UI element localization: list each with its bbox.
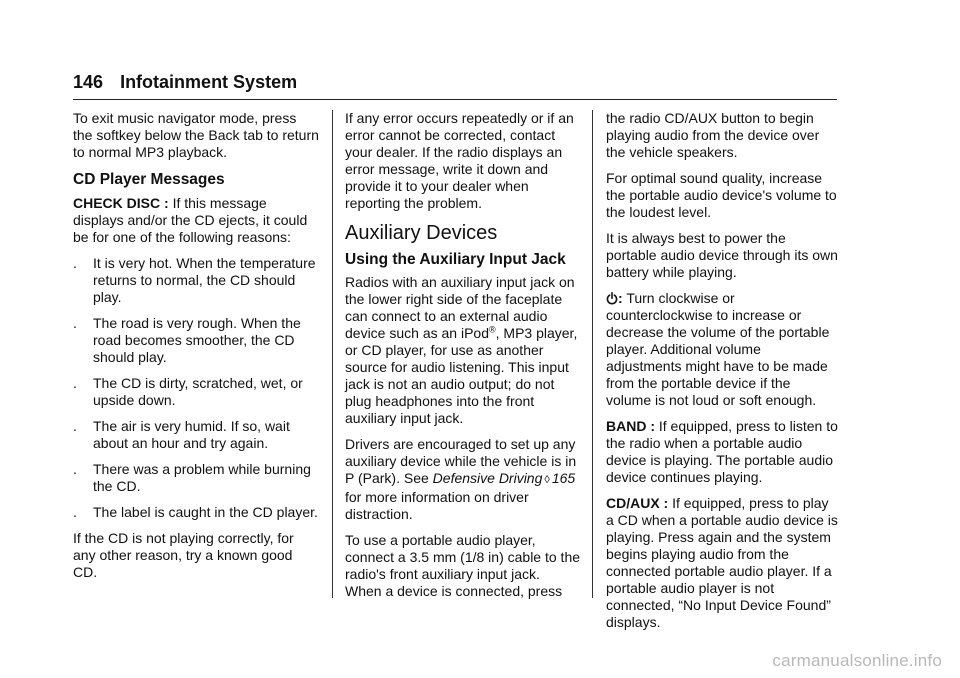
bullet-text: There was a problem while burning the CD. xyxy=(93,461,311,494)
power-knob-paragraph xyxy=(606,290,838,409)
bullet-text: The CD is dirty, scratched, wet, or upside down. xyxy=(93,375,303,408)
list-item xyxy=(73,418,319,452)
bullet-text: The label is caught in the CD player. xyxy=(93,504,318,520)
page-reference-number[interactable]: 165 xyxy=(551,470,576,486)
band-text: If equipped, press to listen to the radio when a portable audio device is playing. The portable audio device continues playing. xyxy=(606,418,838,485)
driver-text-a: Drivers are encouraged to set up any auxiliary device while the vehicle is in P (Park). See xyxy=(345,436,577,486)
bullet-text: It is very hot. When the temperature returns to normal, the CD should play. xyxy=(93,255,316,305)
list-item xyxy=(73,375,319,409)
column-divider xyxy=(592,110,593,598)
check-disc-text: If this message displays and/or the CD ejects, it could be for one of the following reasons: xyxy=(73,195,308,245)
bullet-mark: . xyxy=(73,504,77,520)
list-item xyxy=(73,315,319,366)
power-icon xyxy=(606,292,618,305)
bullet-mark: . xyxy=(73,375,77,391)
check-disc-paragraph xyxy=(73,195,319,246)
battery-paragraph: It is always best to power the portable audio device through its own battery while playing. xyxy=(606,230,838,280)
page-number: 146 xyxy=(73,72,104,92)
column-divider xyxy=(332,110,333,598)
cd-aux-label: CD/AUX : xyxy=(606,495,669,511)
intro-paragraph: To exit music navigator mode, press the softkey below the Back tab to return to normal MP3 playback. xyxy=(73,110,319,160)
list-item xyxy=(73,255,319,306)
header-rule xyxy=(73,99,837,100)
error-paragraph: If any error occurs repeatedly or if an error cannot be corrected, contact your dealer. If the radio displays an error message, write it down and provide it to your dealer when reporting the problem. xyxy=(345,110,574,211)
portable-player-paragraph: To use a portable audio player, connect a 3.5 mm (1/8 in) cable to the radio's front auxiliary input jack. When a device is connected, press xyxy=(345,532,581,599)
cd-aux-paragraph xyxy=(606,495,838,631)
registered-mark: ® xyxy=(488,324,496,335)
bullet-mark: . xyxy=(73,255,77,271)
bullet-mark: . xyxy=(73,418,77,434)
band-label: BAND : xyxy=(606,418,655,434)
cd-aux-begin-paragraph: the radio CD/AUX button to begin playing audio from the device over the vehicle speakers. xyxy=(606,110,820,160)
closing-paragraph: If the CD is not playing correctly, for any other reason, try a known good CD. xyxy=(73,530,294,580)
list-item xyxy=(73,461,319,495)
auxiliary-devices-heading: Auxiliary Devices xyxy=(345,222,498,244)
cd-messages-heading: CD Player Messages xyxy=(73,171,225,188)
column-3 xyxy=(606,110,838,640)
page-reference-icon: ◊ xyxy=(544,474,550,486)
aux-jack-subheading: Using the Auxiliary Input Jack xyxy=(345,251,566,268)
power-knob-text: Turn clockwise or counterclockwise to increase or decrease the volume of the portable player. Additional volume adjustments might have to be made from the portable device if the volume is not loud or soft enough. xyxy=(606,290,830,408)
driver-text-b: for more information on driver distraction. xyxy=(345,489,529,522)
column-1 xyxy=(73,110,319,590)
cd-aux-text: If equipped, press to play a CD when a portable audio device is playing. Press again and the system begins playing audio from the connected portable audio player. If a portable audio player is not connected, “No Input Device Found” displays. xyxy=(606,495,838,630)
watermark: carmanualsonline.info xyxy=(772,651,942,670)
bullet-text: The air is very humid. If so, wait about an hour and try again. xyxy=(93,418,290,451)
column-2 xyxy=(345,110,580,609)
list-item xyxy=(73,504,319,521)
bullet-mark: . xyxy=(73,315,77,331)
aux-jack-paragraph xyxy=(345,274,580,427)
check-disc-label: CHECK DISC : xyxy=(73,195,169,211)
band-paragraph xyxy=(606,418,838,486)
section-title: Infotainment System xyxy=(120,72,298,92)
sound-quality-paragraph: For optimal sound quality, increase the portable audio device's volume to the loudest level. xyxy=(606,170,837,220)
defensive-driving-link[interactable]: Defensive Driving xyxy=(432,470,543,486)
aux-jack-text-b: , MP3 player, or CD player, for use as another source for audio listening. This input jack is not an audio output; do not plug headphones into the front auxiliary input jack. xyxy=(345,325,578,426)
bullet-text: The road is very rough. When the road becomes smoother, the CD should play. xyxy=(93,315,301,365)
page-header xyxy=(73,70,837,94)
driver-distraction-paragraph xyxy=(345,436,580,523)
power-colon: : xyxy=(618,290,623,306)
bullet-mark: . xyxy=(73,461,77,477)
aux-jack-text-a: Radios with an auxiliary input jack on the lower right side of the faceplate can connect to an external audio device such as an iPod xyxy=(345,274,575,341)
